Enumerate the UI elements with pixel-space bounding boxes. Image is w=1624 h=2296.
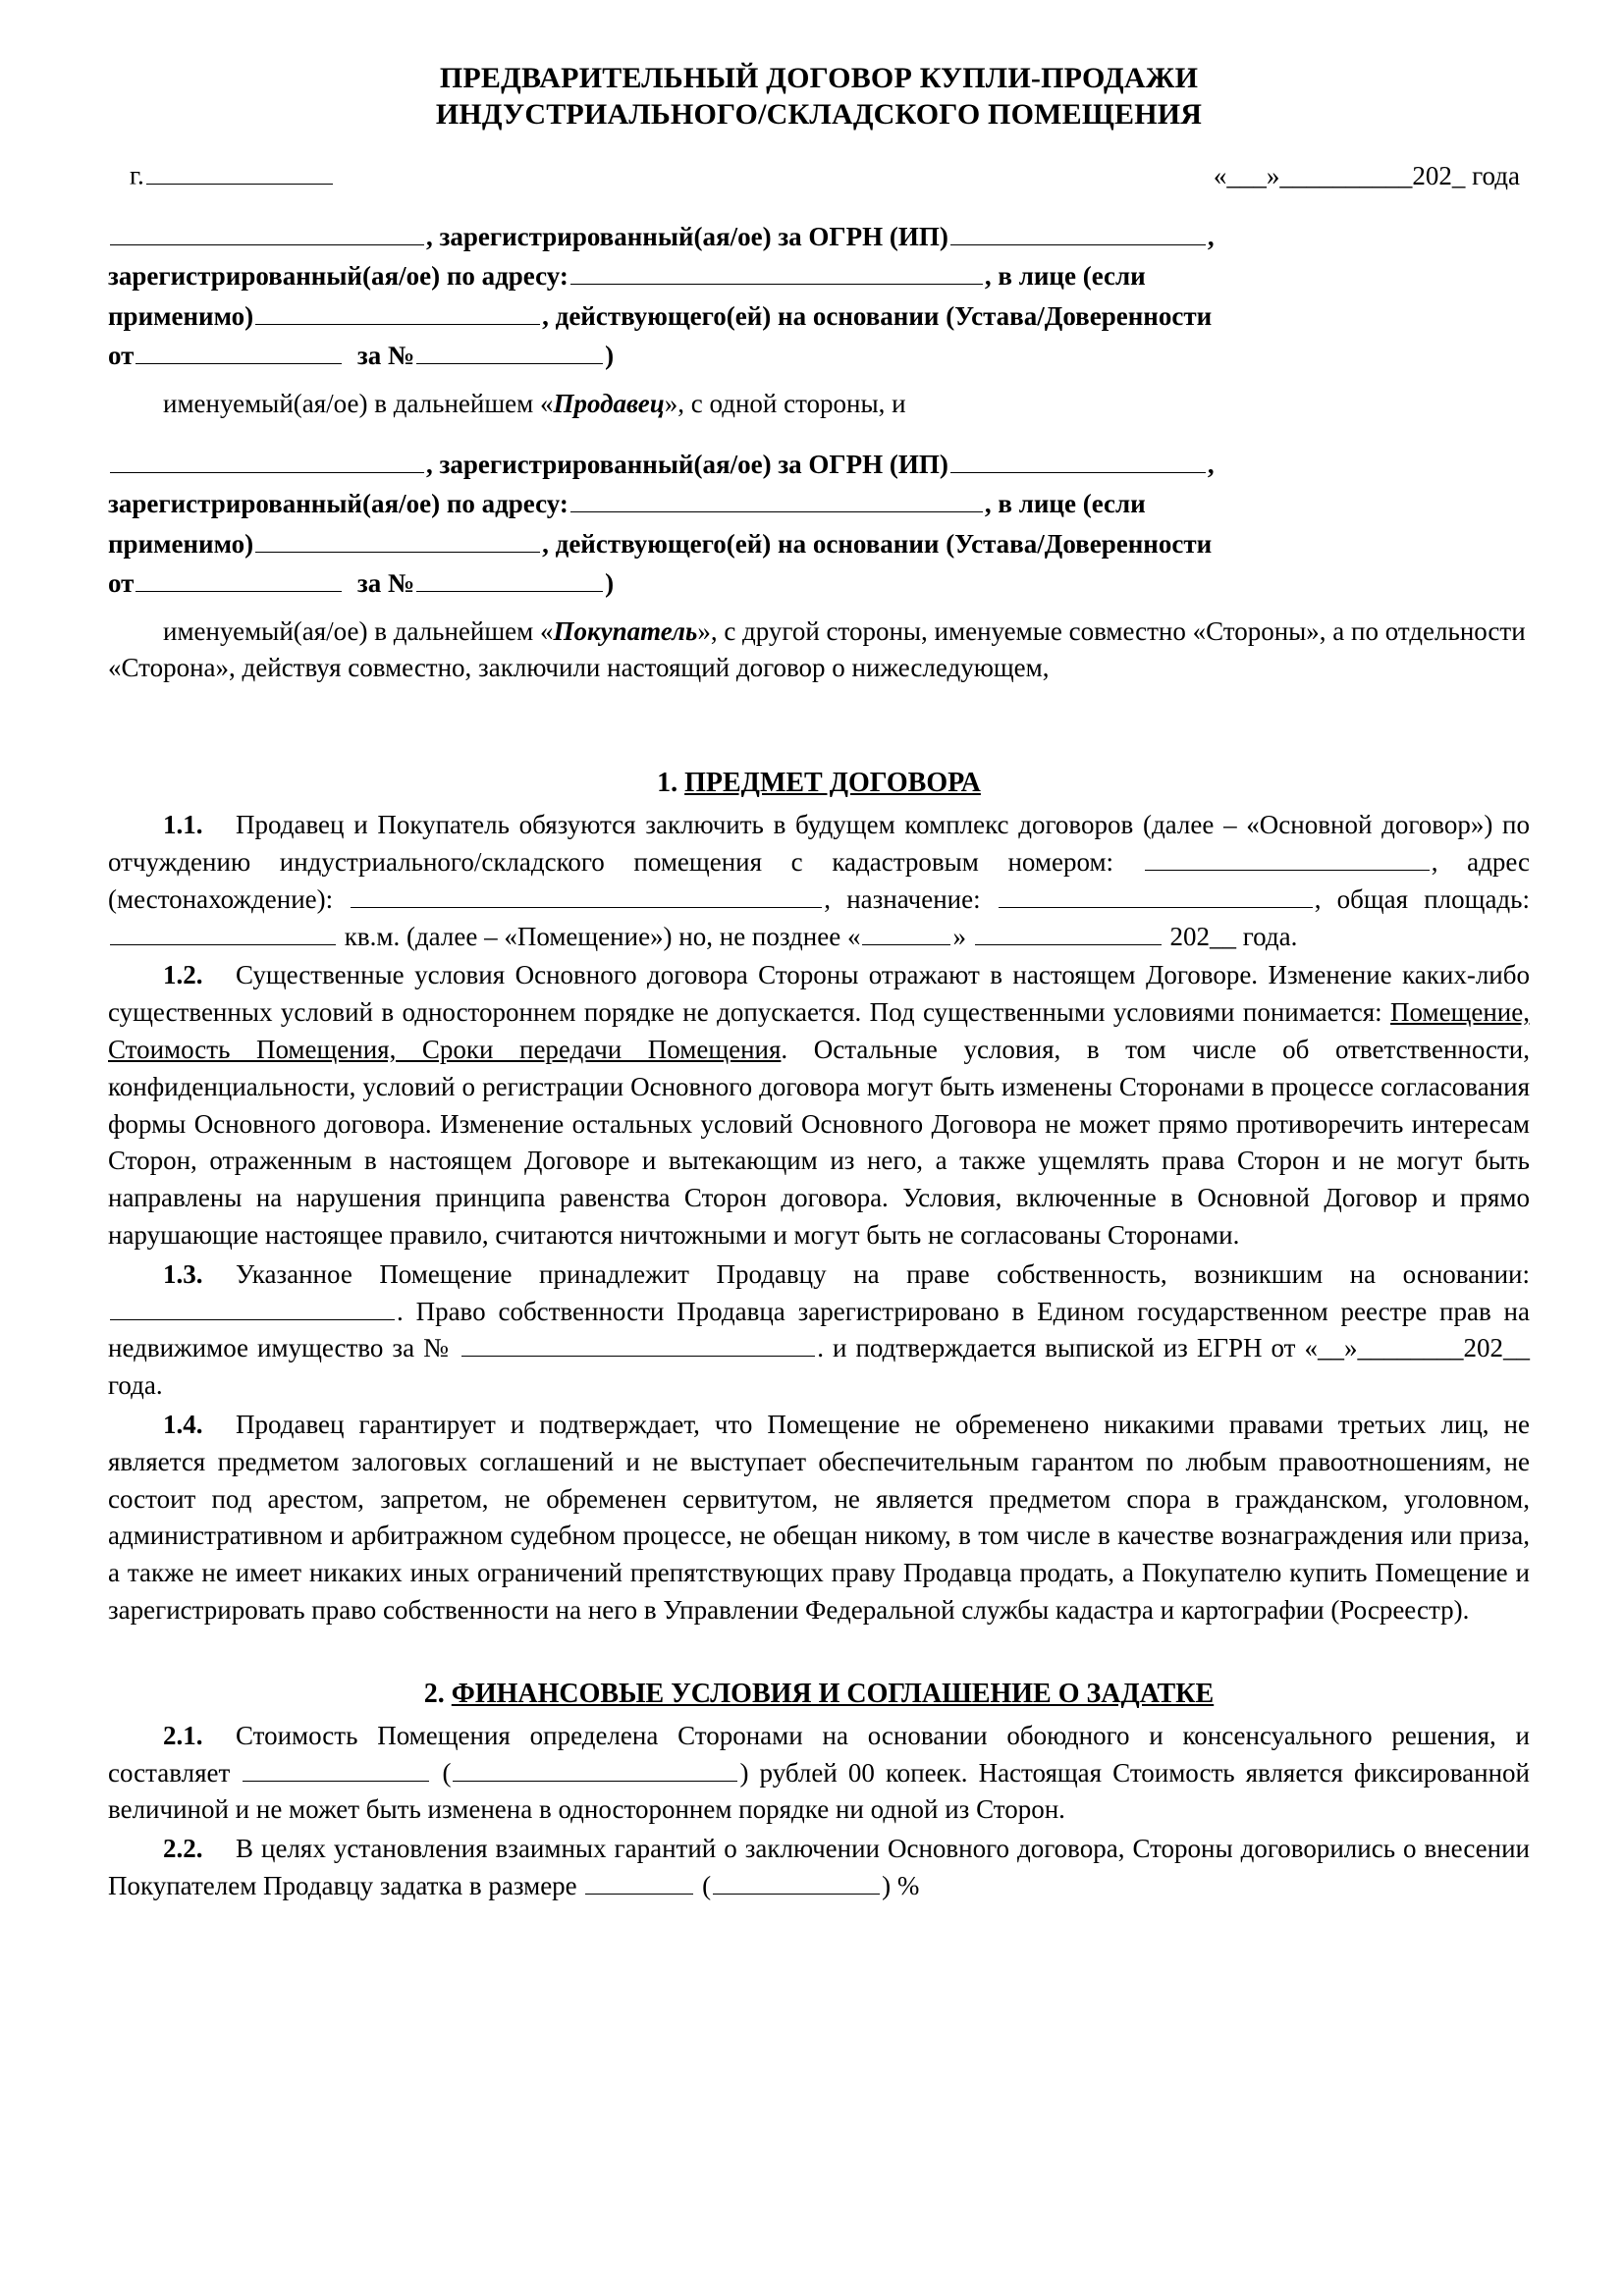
clause-1-2-text-a: Существенные условия Основного договора Стороны отражают в настоящем Договоре. Изменение каких-либо существенных условий в одностороннем порядке не допускается. Под существенными условиями понимается:: [108, 960, 1530, 1028]
clause-2-1-text-c: ) рублей 00 копеек. Настоящая Стоимость является фиксированной величиной и не может быть изменена в одностороннем порядке ни одной из Сторон.: [108, 1757, 1530, 1825]
price-digits-blank[interactable]: [243, 1755, 429, 1782]
clause-1-4: [108, 1407, 1530, 1629]
clause-1-1-part-4: кв.м. (далее – «Помещение») но, не позднее «: [338, 921, 861, 951]
seller-role-word: Продавец: [553, 388, 665, 418]
price-words-blank[interactable]: [453, 1755, 737, 1782]
section-2-title: ФИНАНСОВЫЕ УСЛОВИЯ И СОГЛАШЕНИЕ О ЗАДАТКЕ: [451, 1678, 1215, 1709]
buyer-name-blank[interactable]: [110, 447, 424, 473]
buyer-number-label: за №: [356, 568, 415, 599]
city-label: г.: [130, 160, 144, 190]
seller-line1-tail: ,: [1207, 221, 1215, 251]
clause-1-1-part-0: Продавец и Покупатель обязуются заключить в будущем комплекс договоров (далее – «Основной договор») по отчуждению индустриального/складского помещения с кадастровым номером:: [108, 810, 1530, 878]
buyer-applicable-label: применимо): [108, 528, 254, 559]
document-title: [108, 61, 1530, 133]
seller-ogrn-blank[interactable]: [950, 219, 1206, 245]
clause-1-3: [108, 1256, 1530, 1405]
document-title-line-2: ИНДУСТРИАЛЬНОГО/СКЛАДСКОГО ПОМЕЩЕНИЯ: [435, 97, 1203, 131]
clause-1-3-text-c: . и подтверждается выпиской из ЕГРН от «__»________202__ года.: [108, 1333, 1530, 1401]
deadline-day-blank[interactable]: [862, 919, 950, 945]
city-date-row: [108, 158, 1530, 191]
seller-number-label: за №: [356, 341, 415, 371]
deadline-month-blank[interactable]: [975, 919, 1162, 945]
buyer-line2-tail: , в лице (если: [984, 489, 1146, 519]
seller-ogrn-label: , зарегистрированный(ая/ое) за ОГРН (ИП): [426, 221, 948, 251]
buyer-party-block: [108, 445, 1530, 604]
document-title-line-1: ПРЕДВАРИТЕЛЬНЫЙ ДОГОВОР КУПЛИ-ПРОДАЖИ: [439, 62, 1199, 94]
seller-party-block: [108, 217, 1530, 376]
buyer-address-blank[interactable]: [570, 486, 983, 512]
clause-1-2-text-b: . Остальные условия, в том числе об ответственности, конфиденциальности, условий о регистрации Основного договора могут быть изменены Сторонами в процессе согласования формы Основного договора. Изменение остальных условий Основного Договора не может прямо противоречить интересам Сторон, отраженным в настоящем Договоре и вытекающим из него, а также ущемлять права Сторон и не могут быть направлены на нарушения принципа равенства Сторон договора. Условия, включенные в Основной Договор и прямо нарушающие настоящее правило, считаются ничтожными и могут быть не согласованы Сторонами.: [108, 1035, 1531, 1250]
clause-1-3-text-a: Указанное Помещение принадлежит Продавцу на праве собственность, возникшим на основании:: [236, 1258, 1530, 1289]
clause-2-2-text-b: (: [695, 1870, 712, 1900]
clause-1-3-text-b: . Право собственности Продавца зарегистрировано в Едином государственном реестре прав на недвижимое имущество за №: [108, 1296, 1530, 1363]
clause-1-2: [108, 957, 1530, 1254]
buyer-doc-date-blank[interactable]: [135, 565, 342, 592]
seller-line3-tail: , действующего(ей) на основании (Устава/Доверенности: [542, 300, 1213, 331]
buyer-ogrn-blank[interactable]: [950, 447, 1206, 473]
egrn-number-blank[interactable]: [461, 1331, 815, 1358]
buyer-line1-tail: ,: [1207, 449, 1215, 479]
buyer-representative-blank[interactable]: [255, 526, 540, 553]
clause-1-1-number: 1.1.: [163, 810, 203, 840]
clause-2-1-text-b: (: [431, 1757, 452, 1788]
seller-doc-number-blank[interactable]: [416, 339, 603, 365]
deposit-digits-blank[interactable]: [585, 1868, 693, 1895]
buyer-address-label: зарегистрированный(ая/ое) по адресу:: [108, 489, 568, 519]
clause-1-4-text: Продавец гарантирует и подтверждает, что Помещение не обременено никакими правами третьих лиц, не является предметом залоговых соглашений и не выступает обеспечительным гарантом по любым правоотношениям, не состоит под арестом, запретом, не обременен сервитутом, не является предметом спора в гражданском, уголовном, административном и арбитражном судебном процессе, не обещан никому, в том числе в качестве вознаграждения или приза, а также не имеет никаких иных ограничений препятствующих праву Продавца продать, а Покупателю купить Помещение и зарегистрировать право собственности на него в Управлении Федеральной службы кадастра и картографии (Росреестр).: [108, 1409, 1530, 1625]
seller-designation-prefix: именуемый(ая/ое) в дальнейшем «: [163, 388, 554, 418]
clause-1-2-number: 1.2.: [163, 960, 203, 990]
clause-1-1-part-1: , адрес (местонахождение):: [108, 847, 1530, 914]
buyer-designation: [108, 614, 1530, 688]
buyer-designation-prefix: именуемый(ая/ое) в дальнейшем «: [163, 615, 554, 646]
seller-applicable-label: применимо): [108, 300, 254, 331]
clause-2-1: [108, 1718, 1530, 1829]
section-1-heading: [108, 768, 1530, 799]
city-field: [130, 158, 335, 191]
buyer-designation-suffix: », с другой стороны, именуемые совместно «Стороны», а по отдельности «Сторона», действуя совместно, заключили настоящий договор о нижеследующем,: [108, 615, 1526, 683]
seller-address-label: зарегистрированный(ая/ое) по адресу:: [108, 261, 568, 292]
seller-name-blank[interactable]: [110, 219, 424, 245]
clause-2-2-text-c: ) %: [882, 1870, 920, 1900]
city-blank[interactable]: [146, 158, 333, 185]
clause-1-3-number: 1.3.: [163, 1258, 203, 1289]
section-1-number: 1.: [657, 768, 678, 799]
seller-address-blank[interactable]: [570, 259, 983, 286]
date-field: «___»__________202_ года: [1213, 160, 1520, 190]
clause-1-1-part-6: 202__ года.: [1163, 921, 1298, 951]
buyer-ogrn-label: , зарегистрированный(ая/ое) за ОГРН (ИП): [426, 449, 948, 479]
buyer-doc-number-blank[interactable]: [416, 565, 603, 592]
clause-1-1-part-5: »: [952, 921, 973, 951]
clause-1-1: [108, 807, 1530, 955]
clause-1-2-underlined: Помещение, Стоимость Помещения, Сроки передачи Помещения: [108, 997, 1530, 1064]
seller-from-label: от: [108, 341, 135, 371]
deposit-words-blank[interactable]: [713, 1868, 880, 1895]
clause-1-1-part-3: , общая площадь:: [1314, 883, 1530, 914]
clause-2-2-number: 2.2.: [163, 1834, 203, 1864]
seller-designation-suffix: », с одной стороны, и: [664, 388, 906, 418]
seller-designation: [108, 386, 1530, 423]
buyer-from-label: от: [108, 568, 135, 599]
address-blank[interactable]: [351, 881, 822, 908]
purpose-blank[interactable]: [999, 881, 1313, 908]
cadastral-number-blank[interactable]: [1145, 844, 1430, 871]
clause-2-2: [108, 1831, 1530, 1905]
buyer-role-word: Покупатель: [553, 615, 698, 646]
seller-line4-tail: ): [605, 341, 615, 371]
ownership-basis-blank[interactable]: [110, 1294, 395, 1320]
section-2-number: 2.: [423, 1678, 445, 1709]
clause-1-4-number: 1.4.: [163, 1409, 203, 1439]
seller-representative-blank[interactable]: [255, 298, 540, 325]
clause-2-1-number: 2.1.: [163, 1720, 203, 1750]
seller-doc-date-blank[interactable]: [135, 339, 342, 365]
section-1-title: ПРЕДМЕТ ДОГОВОРА: [684, 768, 981, 799]
clause-2-2-text-a: В целях установления взаимных гарантий о заключении Основного договора, Стороны договорились о внесении Покупателем Продавцу задатка в размере: [108, 1834, 1530, 1900]
area-blank[interactable]: [110, 919, 336, 945]
clause-1-1-part-2: , назначение:: [824, 883, 997, 914]
seller-line2-tail: , в лице (если: [984, 261, 1146, 292]
buyer-line3-tail: , действующего(ей) на основании (Устава/Доверенности: [542, 528, 1213, 559]
section-2-heading: [108, 1679, 1530, 1710]
clause-2-1-text-a: Стоимость Помещения определена Сторонами на основании обоюдного и консенсуального решения, и составляет: [108, 1720, 1530, 1788]
buyer-line4-tail: ): [605, 568, 615, 599]
